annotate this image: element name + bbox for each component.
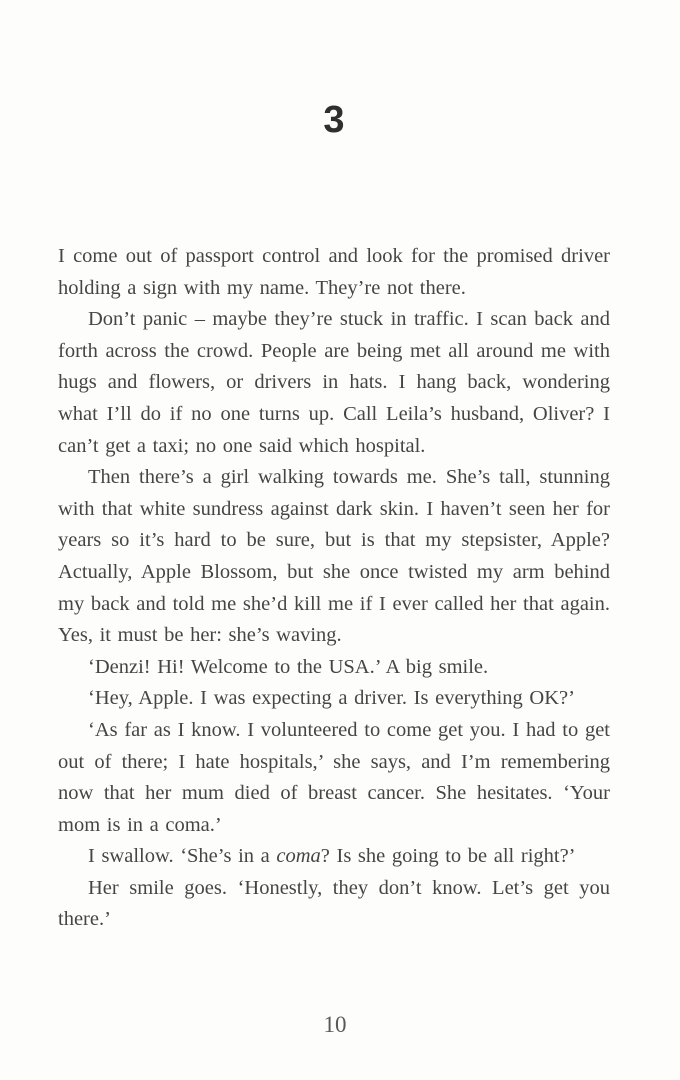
paragraph-2 [58,304,610,462]
paragraph-6 [58,715,610,841]
text-run: I come out of passport control and look for the promised driver holding a sign with my name. They’re not there. [58,245,610,299]
text-run: Don’t panic – maybe they’re stuck in traffic. I scan back and forth across the crowd. People are being met all around me with hugs and flowers, or drivers in hats. I hang back, wondering what I’ll do if no one turns up. Call Leila’s husband, Oliver? I can’t get a taxi; no one said which hospital. [58,308,610,457]
italic-text-run: coma [276,845,321,868]
paragraph-1 [58,241,610,304]
paragraph-5 [58,683,610,715]
text-run: Then there’s a girl walking towards me. She’s tall, stunning with that white sundress against dark skin. I haven’t seen her for years so it’s hard to be sure, but is that my stepsister, Apple? Actually, Apple Blossom, but she once twisted my arm behind my back and told me she’d kill me if I ever called her that again. Yes, it must be her: she’s waving. [58,466,610,647]
paragraph-4 [58,652,610,684]
paragraph-8 [58,873,610,936]
page-number: 10 [323,1012,347,1037]
text-run: Her smile goes. ‘Honestly, they don’t know. Let’s get you there.’ [58,876,610,931]
paragraph-7 [58,841,610,873]
text-run: ‘As far as I know. I volunteered to come get you. I had to get out of there; I hate hospitals,’ she says, and I’m remembering now that her mum died of breast cancer. She hesitates. ‘Your mom is in a coma.’ [58,718,610,836]
chapter-number: 3 [323,99,345,141]
text-run: ? Is she going to be all right?’ [320,845,576,868]
text-run: ‘Hey, Apple. I was expecting a driver. Is everything OK?’ [88,687,575,710]
text-run: I swallow. ‘She’s in a [88,845,277,868]
text-run: ‘Denzi! Hi! Welcome to the USA.’ A big smile. [88,655,489,678]
paragraph-3 [58,462,610,652]
page-text [58,241,610,936]
